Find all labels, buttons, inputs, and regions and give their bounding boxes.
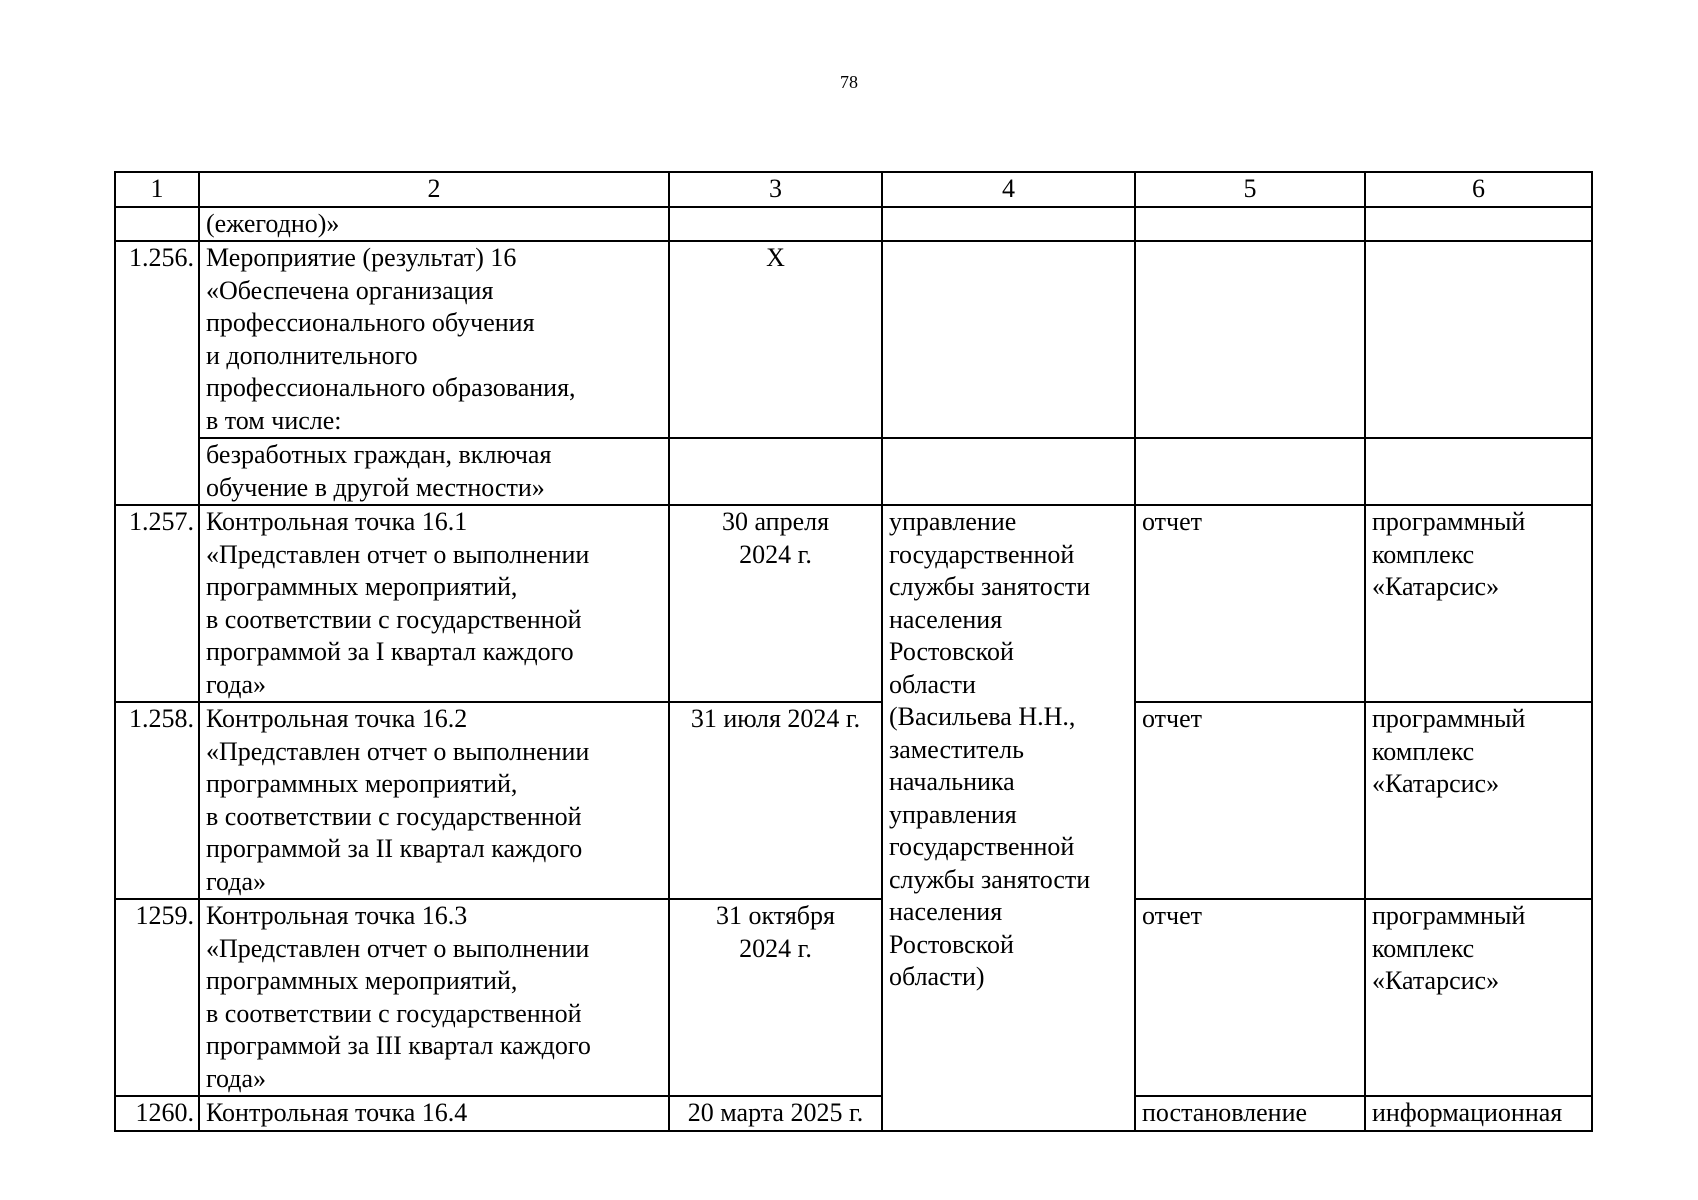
date-cell	[669, 438, 882, 505]
table-header-row	[115, 172, 1592, 207]
column-header: 5	[1135, 172, 1365, 207]
description-line: Контрольная точка 16.4	[206, 1098, 468, 1127]
system-line: программный	[1372, 507, 1526, 536]
description-line: программой за I квартал каждого	[206, 637, 574, 666]
responsible-line: управления	[889, 799, 1017, 829]
document-cell	[1135, 1096, 1365, 1131]
system-cell	[1365, 702, 1592, 899]
document-line: постановление	[1142, 1098, 1308, 1127]
system-cell	[1365, 505, 1592, 702]
responsible-line: населения	[889, 604, 1003, 634]
description-line: обучение в другой местности»	[206, 472, 545, 502]
description-line: Контрольная точка 16.1	[206, 507, 468, 536]
description-cell	[199, 207, 669, 242]
system-line: комплекс	[1372, 933, 1475, 963]
date-line: Х	[766, 243, 785, 272]
description-cell	[199, 702, 669, 899]
row-number-cell: 1259.	[115, 899, 199, 1096]
system-line: программный	[1372, 704, 1526, 733]
system-line: «Катарсис»	[1372, 769, 1500, 798]
document-line: отчет	[1142, 507, 1202, 536]
date-line: 31 октября	[716, 901, 835, 930]
description-line: года»	[206, 866, 267, 896]
system-cell	[1365, 207, 1592, 242]
system-cell	[1365, 241, 1592, 438]
date-line: 20 марта 2025 г.	[687, 1098, 864, 1127]
description-line: программой за II квартал каждого	[206, 834, 583, 863]
system-cell	[1365, 1096, 1592, 1131]
description-line: года»	[206, 669, 267, 699]
row-number-cell: 1.256.	[115, 241, 199, 505]
description-line: профессионального обучения	[206, 308, 535, 337]
responsible-cell	[882, 241, 1135, 438]
description-line: (ежегодно)»	[206, 208, 340, 238]
document-cell	[1135, 207, 1365, 242]
page-number: 78	[840, 72, 858, 92]
responsible-line: государственной	[889, 539, 1075, 569]
date-cell	[669, 207, 882, 242]
date-cell	[669, 505, 882, 702]
table-subrow	[115, 438, 1592, 505]
table-row	[115, 241, 1592, 438]
description-line: «Обеспечена организация	[206, 275, 494, 305]
description-cell	[199, 505, 669, 702]
description-cell	[199, 241, 669, 438]
responsible-line: службы занятости	[889, 864, 1091, 894]
document-line: отчет	[1142, 704, 1202, 733]
description-line: Контрольная точка 16.3	[206, 901, 468, 930]
row-number-cell: 1260.	[115, 1096, 199, 1131]
description-line: Контрольная точка 16.2	[206, 704, 468, 733]
description-line: «Представлен отчет о выполнении	[206, 539, 590, 569]
description-line: года»	[206, 1063, 267, 1093]
description-line: профессионального образования,	[206, 373, 576, 402]
table-row	[115, 505, 1592, 702]
date-line: 2024 г.	[739, 933, 812, 963]
responsible-line: управление	[889, 507, 1017, 536]
description-line: программой за III квартал каждого	[206, 1031, 591, 1060]
description-line: безработных граждан, включая	[206, 440, 552, 469]
responsible-cell	[882, 438, 1135, 505]
date-line: 31 июля 2024 г.	[690, 704, 861, 733]
date-line: 30 апреля	[721, 507, 830, 536]
row-number-cell: 1.257.	[115, 505, 199, 702]
date-cell	[669, 241, 882, 438]
responsible-line: Ростовской	[889, 929, 1014, 959]
document-cell	[1135, 702, 1365, 899]
description-cell	[199, 1096, 669, 1131]
description-cell	[199, 899, 669, 1096]
date-line: 2024 г.	[739, 539, 812, 569]
description-line: «Представлен отчет о выполнении	[206, 933, 590, 963]
column-header: 2	[199, 172, 669, 207]
description-line: программных мероприятий,	[206, 769, 518, 798]
document-cell	[1135, 505, 1365, 702]
system-line: информационная	[1372, 1098, 1563, 1127]
description-line: в соответствии с государственной	[206, 998, 582, 1028]
responsible-line: населения	[889, 897, 1003, 926]
description-cell	[199, 438, 669, 505]
description-line: в соответствии с государственной	[206, 801, 582, 831]
table-row	[115, 702, 1592, 899]
description-line: программных мероприятий,	[206, 966, 518, 995]
system-line: комплекс	[1372, 539, 1475, 569]
document-cell	[1135, 899, 1365, 1096]
document-line: отчет	[1142, 901, 1202, 930]
description-line: в соответствии с государственной	[206, 604, 582, 634]
date-cell	[669, 1096, 882, 1131]
system-line: комплекс	[1372, 736, 1475, 766]
description-line: Мероприятие (результат) 16	[206, 243, 517, 272]
system-cell	[1365, 899, 1592, 1096]
description-line: «Представлен отчет о выполнении	[206, 736, 590, 766]
responsible-cell	[882, 505, 1135, 1131]
column-header: 4	[882, 172, 1135, 207]
description-line: программных мероприятий,	[206, 572, 518, 601]
table-row	[115, 899, 1592, 1096]
responsible-cell	[882, 207, 1135, 242]
date-cell	[669, 899, 882, 1096]
column-header: 3	[669, 172, 882, 207]
column-header: 6	[1365, 172, 1592, 207]
column-header: 1	[115, 172, 199, 207]
row-number-cell	[115, 207, 199, 242]
description-line: и дополнительного	[206, 340, 418, 370]
system-line: программный	[1372, 901, 1526, 930]
table-row	[115, 1096, 1592, 1131]
responsible-line: начальника	[889, 767, 1015, 796]
plan-table	[114, 171, 1593, 1132]
row-number-cell: 1.258.	[115, 702, 199, 899]
date-cell	[669, 702, 882, 899]
system-cell	[1365, 438, 1592, 505]
responsible-line: (Васильева Н.Н.,	[889, 702, 1076, 731]
table-row	[115, 207, 1592, 242]
system-line: «Катарсис»	[1372, 572, 1500, 601]
document-cell	[1135, 438, 1365, 505]
responsible-line: области	[889, 669, 976, 699]
responsible-line: Ростовской	[889, 637, 1014, 666]
responsible-line: области)	[889, 962, 985, 991]
system-line: «Катарсис»	[1372, 966, 1500, 995]
document-cell	[1135, 241, 1365, 438]
responsible-line: заместитель	[889, 734, 1025, 764]
responsible-line: службы занятости	[889, 572, 1091, 601]
responsible-line: государственной	[889, 832, 1075, 861]
description-line: в том числе:	[206, 405, 342, 435]
